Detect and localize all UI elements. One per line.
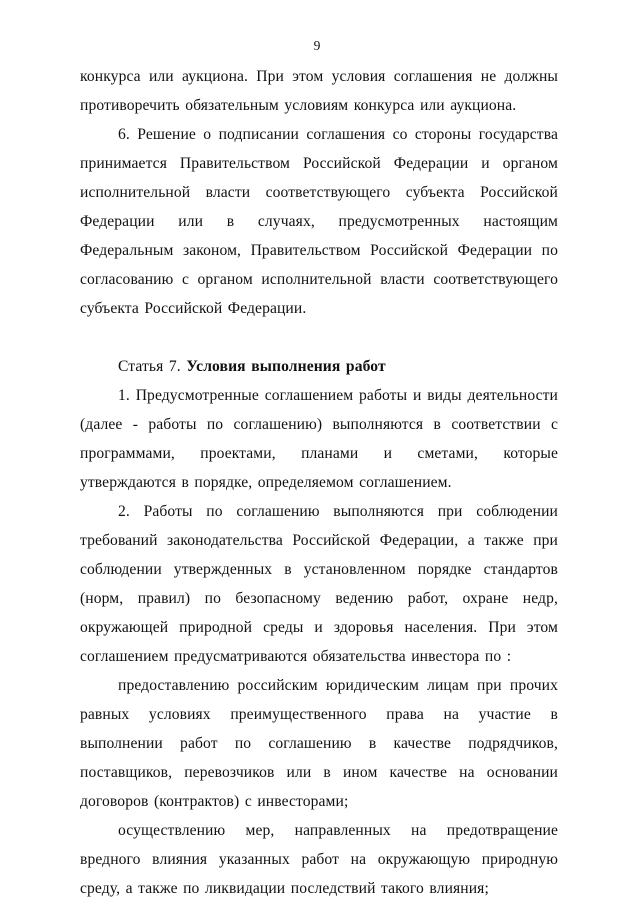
article-7-heading-title: Условия выполнения работ [186, 358, 386, 375]
paragraph-clause-1: 1. Предусмотренные соглашением работы и виды деятельности (далее - работы по соглашению) выполняются в соответствии с программами, проектами, планами и сметами, которые утверждаются в порядке, определяемом соглашением. [80, 387, 558, 491]
paragraph-clause-6: 6. Решение о подписании соглашения со стороны государства принимается Правительством Российской Федерации и органом исполнительной власти соответствующего субъекта Российской Федерации или в случаях, предусмотренных настоящим Федеральным законом, Правительством Российской Федерации по согласованию с органом исполнительной власти соответствующего субъекта Российской Федерации. [80, 126, 558, 317]
document-content [80, 62, 558, 900]
paragraph-continuation: конкурса или аукциона. При этом условия соглашения не должны противоречить обязательным условиям конкурса или аукциона. [80, 68, 558, 114]
paragraph-clause-2: 2. Работы по соглашению выполняются при соблюдении требований законодательства Российской Федерации, а также при соблюдении утвержденных в установленном порядке стандартов (норм, правил) по безопасному ведению работ, охране недр, окружающей природной среды и здоровья населения. При этом соглашением предусматриваются обязательства инвестора по : [80, 503, 558, 665]
article-7-heading-prefix: Статья 7. [118, 358, 187, 375]
article-7-heading [80, 352, 558, 381]
paragraph-obligation-2: осуществлению мер, направленных на предотвращение вредного влияния указанных работ на окружающую природную среду, а также по ликвидации последствий такого влияния; [80, 822, 558, 897]
page-number: 9 [313, 38, 321, 53]
paragraph-obligation-1: предоставлению российским юридическим лицам при прочих равных условиях преимущественного права на участие в выполнении работ по соглашению в качестве подрядчиков, поставщиков, перевозчиков или в ином качестве на основании договоров (контрактов) с инвесторами; [80, 677, 558, 810]
